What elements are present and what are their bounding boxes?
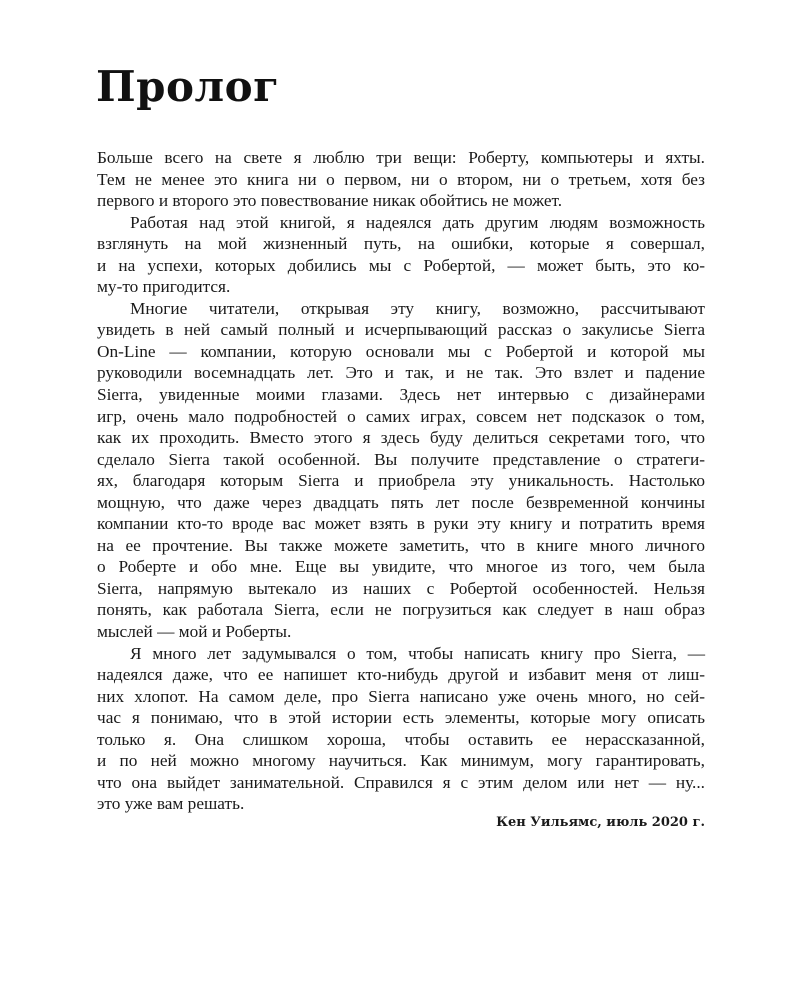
text-line: мощную, что даже через двадцать пять лет после безвременной кончины	[97, 492, 705, 512]
prologue-body	[97, 147, 705, 815]
text-line: му-то пригодится.	[97, 277, 231, 297]
text-line: мыслей — мой и Роберты.	[97, 622, 292, 642]
text-line: надеялся даже, что ее напишет кто-нибудь другой и избавит меня от лиш-	[97, 665, 705, 685]
text-line: Работая над этой книгой, я надеялся дать другим людям возможность	[130, 212, 705, 232]
text-line: как их проходить. Вместо этого я здесь буду делиться секретами того, что	[97, 428, 705, 448]
paragraph	[97, 643, 705, 815]
text-line: увидеть в ней самый полный и исчерпывающий рассказ о закулисье Sierra	[97, 320, 705, 340]
text-line: на ее прочтение. Вы также можете заметить, что в книге много личного	[97, 535, 705, 555]
author-signature: Кен Уильямс, июль 2020 г.	[496, 815, 705, 830]
text-line: понять, как работала Sierra, если не погрузиться как следует в наш образ	[97, 600, 705, 620]
text-line: только я. Она слишком хороша, чтобы оставить ее нерассказанной,	[97, 729, 705, 749]
text-line: игр, очень мало подробностей о самих играх, совсем нет подсказок о том,	[97, 406, 705, 426]
text-line: Sierra, увиденные моими глазами. Здесь нет интервью с дизайнерами	[97, 385, 705, 405]
text-line: Sierra, напрямую вытекало из наших с Робертой особенностей. Нельзя	[97, 578, 705, 598]
text-line: что она выйдет занимательной. Справился я с этим делом или нет — ну...	[97, 772, 705, 792]
paragraph	[97, 298, 705, 643]
text-line: час я понимаю, что в этой истории есть элементы, которые могу описать	[97, 708, 705, 728]
paragraph	[97, 212, 705, 298]
text-line: Многие читатели, открывая эту книгу, возможно, рассчитывают	[130, 298, 705, 318]
text-line: них хлопот. На самом деле, про Sierra написано уже очень много, но сей-	[97, 686, 705, 706]
text-line: Тем не менее это книга ни о первом, ни о втором, ни о третьем, хотя без	[97, 169, 705, 189]
text-line: это уже вам решать.	[97, 794, 245, 814]
text-line: Больше всего на свете я люблю три вещи: Роберту, компьютеры и яхты.	[97, 148, 705, 167]
page-title: Пролог	[96, 62, 280, 111]
text-line: руководили восемнадцать лет. Это и так, и не так. Это взлет и падение	[97, 363, 705, 383]
text-line: и на успехи, которых добились мы с Робертой, — может быть, это ко-	[97, 255, 705, 275]
paragraph	[97, 147, 705, 212]
text-line: Я много лет задумывался о том, чтобы написать книгу про Sierra, —	[130, 643, 705, 663]
text-line: компании кто-то вроде вас может взять в руки эту книгу и потратить время	[97, 514, 705, 534]
text-line: и по ней можно многому научиться. Как минимум, могу гарантировать,	[97, 751, 705, 771]
text-line: On-Line — компании, которую основали мы с Робертой и которой мы	[97, 341, 705, 361]
text-line: сделало Sierra такой особенной. Вы получите представление о стратеги-	[97, 449, 705, 469]
text-line: первого и второго это повествование никак обойтись не может.	[97, 191, 563, 211]
text-line: ях, благодаря которым Sierra и приобрела эту уникальность. Настолько	[97, 471, 705, 491]
text-line: о Роберте и обо мне. Еще вы увидите, что многое из того, чем была	[97, 557, 705, 577]
text-line: взглянуть на мой жизненный путь, на ошибки, которые я совершал,	[97, 234, 705, 254]
